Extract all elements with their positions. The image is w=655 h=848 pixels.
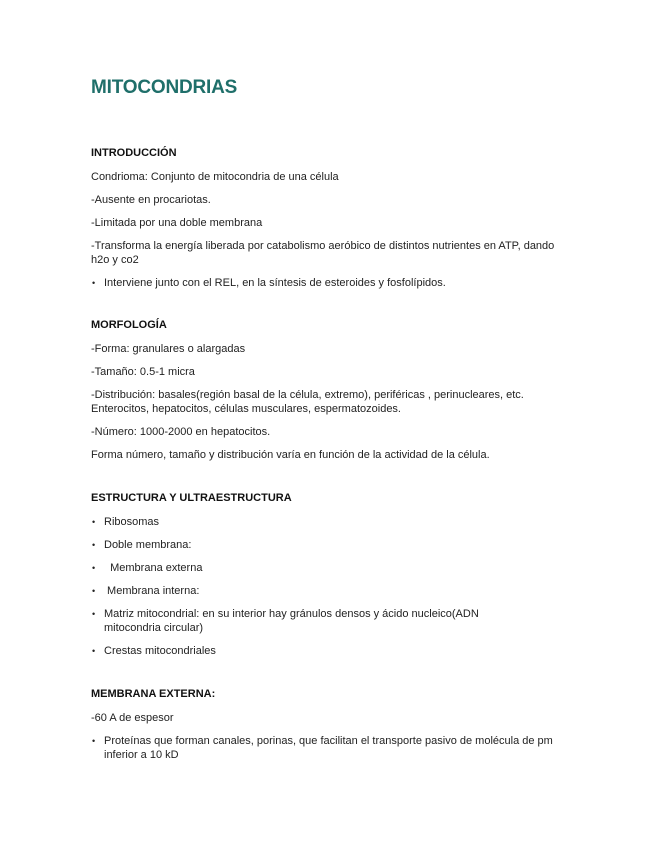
bullet-item xyxy=(91,734,566,762)
bullet-text: Crestas mitocondriales xyxy=(104,645,216,657)
bullet-item xyxy=(91,515,571,529)
text-line: -Distribución: basales(región basal de la célula, extremo), periféricas , perinucleares, etc. Enterocitos, hepatocitos, células musculares, espermatozoides. xyxy=(91,389,524,415)
text-line: -Forma: granulares o alargadas xyxy=(91,343,246,355)
text-line: Condrioma: Conjunto de mitocondria de una célula xyxy=(91,171,339,183)
bullet-dot-icon: • xyxy=(92,609,96,619)
text-line: Forma número, tamaño y distribución varía en función de la actividad de la célula. xyxy=(91,449,490,461)
section-introduccion xyxy=(91,146,571,299)
bullet-text: Membrana interna: xyxy=(104,585,200,597)
text-line: -Tamaño: 0.5-1 micra xyxy=(91,366,195,378)
section-heading: ESTRUCTURA Y ULTRAESTRUCTURA xyxy=(91,492,292,504)
bullet-text: Membrana externa xyxy=(104,562,203,574)
section-estructura xyxy=(91,491,571,667)
bullet-dot-icon: • xyxy=(92,736,96,746)
bullet-dot-icon: • xyxy=(92,563,96,573)
bullet-dot-icon: • xyxy=(92,540,96,550)
bullet-item xyxy=(91,607,534,635)
bullet-dot-icon: • xyxy=(92,586,96,596)
bullet-text: Ribosomas xyxy=(104,516,160,528)
bullet-text: Doble membrana: xyxy=(104,539,192,551)
bullet-item xyxy=(91,561,571,575)
text-line: -Limitada por una doble membrana xyxy=(91,217,263,229)
text-line: -60 A de espesor xyxy=(91,712,174,724)
section-heading: MORFOLOGÍA xyxy=(91,319,167,331)
section-heading: MEMBRANA EXTERNA: xyxy=(91,688,216,700)
text-line: -Transforma la energía liberada por catabolismo aeróbico de distintos nutrientes en ATP, dando h2o y co2 xyxy=(91,240,555,266)
text-line: -Número: 1000-2000 en hepatocitos. xyxy=(91,426,271,438)
bullet-text: Matriz mitocondrial: en su interior hay gránulos densos y ácido nucleico(ADN mitocondria circular) xyxy=(104,608,479,634)
bullet-text: Interviene junto con el REL, en la síntesis de esteroides y fosfolípidos. xyxy=(104,277,446,289)
bullet-item xyxy=(91,584,571,598)
text-line: -Ausente en procariotas. xyxy=(91,194,211,206)
bullet-item xyxy=(91,644,571,658)
section-membrana-externa xyxy=(91,687,571,771)
bullet-dot-icon: • xyxy=(92,278,96,288)
section-heading: INTRODUCCIÓN xyxy=(91,147,177,159)
bullet-dot-icon: • xyxy=(92,517,96,527)
bullet-item xyxy=(91,538,571,552)
bullet-item xyxy=(91,276,571,290)
bullet-dot-icon: • xyxy=(92,646,96,656)
document-title: MITOCONDRIAS xyxy=(91,77,238,98)
bullet-text: Proteínas que forman canales, porinas, que facilitan el transporte pasivo de molécula de pm inferior a 10 kD xyxy=(104,735,553,761)
section-morfologia xyxy=(91,318,571,471)
